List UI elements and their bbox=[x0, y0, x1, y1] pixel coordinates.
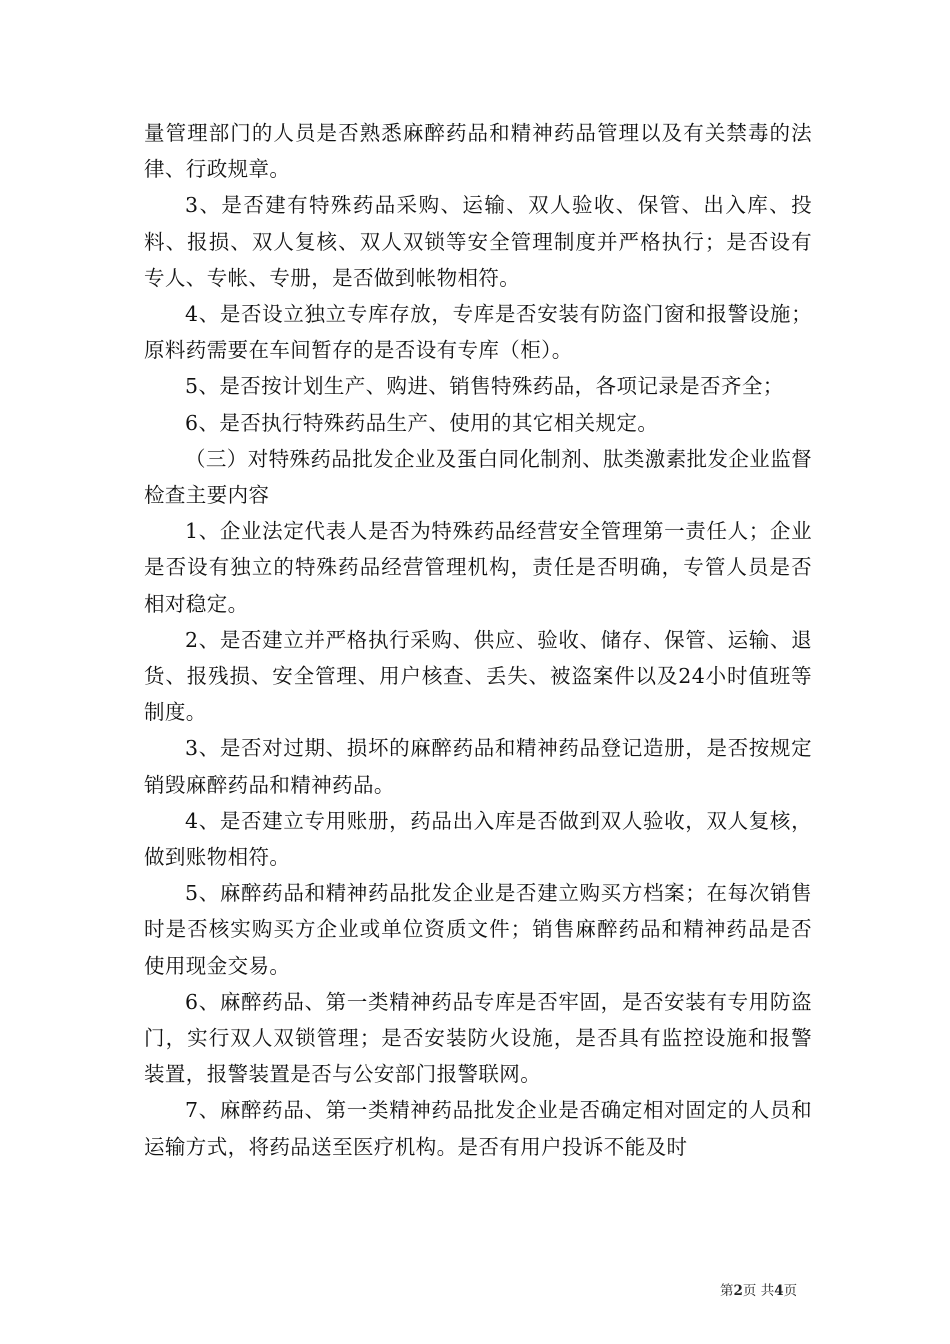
paragraph-12: 7、麻醉药品、第一类精神药品批发企业是否确定相对固定的人员和运输方式，将药品送至医疗机构。是否有用户投诉不能及时 bbox=[144, 1098, 812, 1159]
paragraph-7: 2、是否建立并严格执行采购、供应、验收、储存、保管、运输、退货、报残损、安全管理、用户核查、丢失、被盗案件以及24小时值班等制度。 bbox=[144, 627, 812, 725]
paragraph-10: 5、麻醉药品和精神药品批发企业是否建立购买方档案；在每次销售时是否核实购买方企业或单位资质文件；销售麻醉药品和精神药品是否使用现金交易。 bbox=[144, 881, 812, 978]
paragraph-9: 4、是否建立专用账册，药品出入库是否做到双人验收，双人复核，做到账物相符。 bbox=[144, 808, 812, 870]
paragraph-4: 6、是否执行特殊药品生产、使用的其它相关规定。 bbox=[185, 410, 659, 435]
paragraph-3: 5、是否按计划生产、购进、销售特殊药品，各项记录是否齐全； bbox=[185, 374, 784, 399]
section-heading: （三）对特殊药品批发企业及蛋白同化制剂、肽类激素批发企业监督检查主要内容 bbox=[144, 446, 812, 508]
paragraph-11: 6、麻醉药品、第一类精神药品专库是否牢固，是否安装有专用防盗门，实行双人双锁管理；是否安装防火设施，是否具有监控设施和报警装置，报警装置是否与公安部门报警联网。 bbox=[144, 989, 812, 1087]
document-body bbox=[144, 115, 812, 1165]
footer-suffix: 页 bbox=[783, 1283, 798, 1299]
paragraph-8: 3、是否对过期、损坏的麻醉药品和精神药品登记造册，是否按规定销毁麻醉药品和精神药品。 bbox=[144, 736, 812, 797]
total-pages-number: 4 bbox=[774, 1283, 784, 1299]
footer-middle: 页 共 bbox=[742, 1283, 775, 1299]
page-number-footer bbox=[720, 1283, 797, 1299]
paragraph-2: 4、是否设立独立专库存放，专库是否安装有防盗门窗和报警设施；原料药需要在车间暂存的是否设有专库（柜）。 bbox=[144, 302, 812, 363]
paragraph-6: 1、企业法定代表人是否为特殊药品经营安全管理第一责任人；企业是否设有独立的特殊药品经营管理机构，责任是否明确，专管人员是否相对稳定。 bbox=[144, 519, 812, 616]
current-page-number: 2 bbox=[733, 1283, 743, 1299]
paragraph-1: 3、是否建有特殊药品采购、运输、双人验收、保管、出入库、投料、报损、双人复核、双人双锁等安全管理制度并严格执行；是否设有专人、专帐、专册，是否做到帐物相符。 bbox=[144, 193, 812, 290]
footer-prefix: 第 bbox=[720, 1283, 734, 1299]
paragraph-0: 量管理部门的人员是否熟悉麻醉药品和精神药品管理以及有关禁毒的法律、行政规章。 bbox=[144, 121, 812, 182]
